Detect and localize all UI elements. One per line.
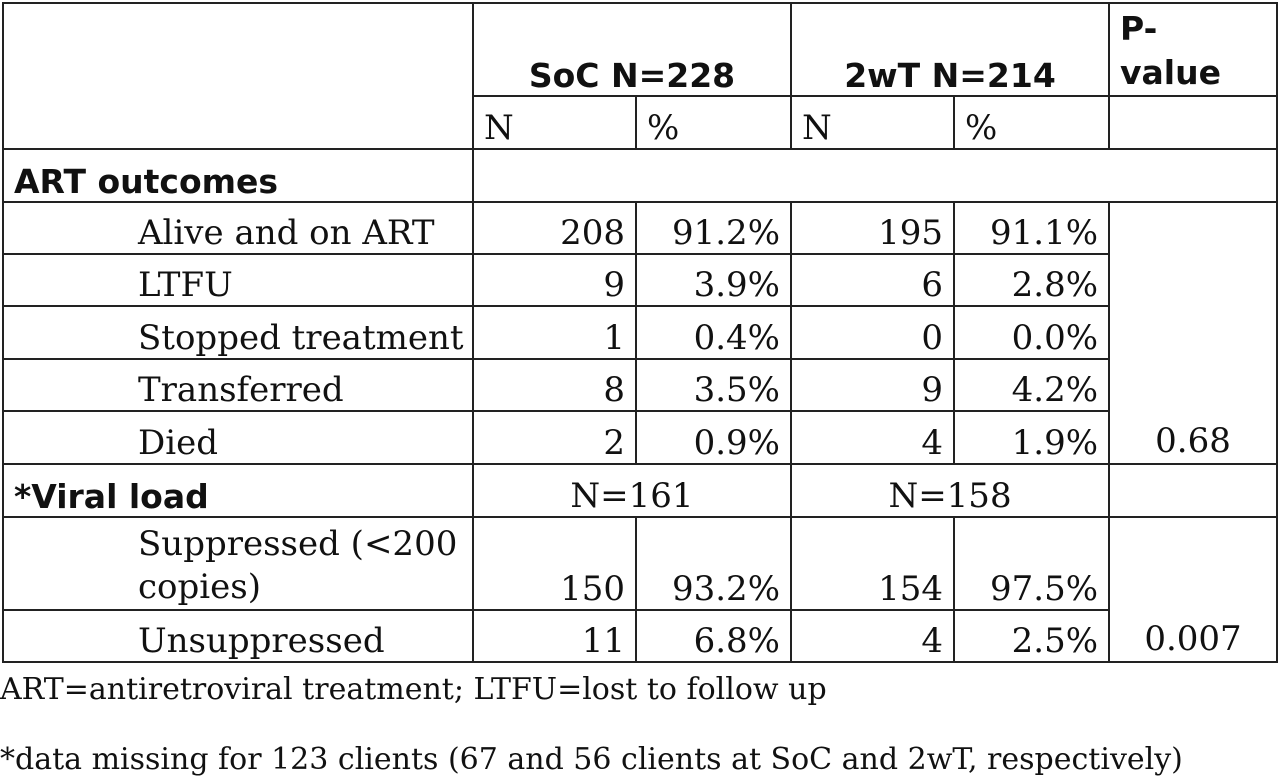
row-label: Transferred (3, 359, 473, 411)
header-p-value (1109, 3, 1277, 96)
section-row-viral-load (3, 464, 1277, 517)
header-2wt-n: N (791, 96, 954, 149)
twt-n-cell: 0 (791, 306, 954, 359)
twt-pct-cell: 97.5% (954, 517, 1109, 610)
section-label: ART outcomes (3, 149, 473, 202)
header-row-groups (3, 3, 1277, 96)
soc-n-cell: 150 (473, 517, 636, 610)
footnote-missing-data: *data missing for 123 clients (67 and 56 clients at SoC and 2wT, respectively) (0, 742, 1183, 777)
header-p-value-line1: P- (1120, 9, 1158, 48)
twt-pct-cell: 91.1% (954, 202, 1109, 254)
row-label: Died (3, 411, 473, 464)
header-empty-cell (3, 3, 473, 149)
section-row-art-outcomes (3, 149, 1277, 202)
header-2wt-pct: % (954, 96, 1109, 149)
header-p-empty (1109, 96, 1277, 149)
twt-n-cell: 154 (791, 517, 954, 610)
soc-pct-cell: 91.2% (636, 202, 791, 254)
soc-pct-cell: 93.2% (636, 517, 791, 610)
table-row (3, 610, 1277, 662)
row-label: Alive and on ART (3, 202, 473, 254)
twt-n-cell: 4 (791, 411, 954, 464)
table-row (3, 359, 1277, 411)
twt-group-n: N=158 (791, 464, 1109, 517)
row-label: LTFU (3, 254, 473, 306)
twt-n-cell: 6 (791, 254, 954, 306)
twt-pct-cell: 2.8% (954, 254, 1109, 306)
soc-n-cell: 1 (473, 306, 636, 359)
table-row (3, 411, 1277, 464)
table-row (3, 202, 1277, 254)
soc-n-cell: 9 (473, 254, 636, 306)
soc-n-cell: 2 (473, 411, 636, 464)
section-label: *Viral load (3, 464, 473, 517)
soc-n-cell: 208 (473, 202, 636, 254)
twt-n-cell: 195 (791, 202, 954, 254)
header-2wt: 2wT N=214 (791, 3, 1109, 96)
row-label: Unsuppressed (3, 610, 473, 662)
p-value-cell: 0.007 (1109, 517, 1277, 662)
twt-pct-cell: 1.9% (954, 411, 1109, 464)
header-soc: SoC N=228 (473, 3, 791, 96)
footnote-abbreviations: ART=antiretroviral treatment; LTFU=lost to follow up (0, 672, 827, 707)
p-empty-cell (1109, 464, 1277, 517)
table-row (3, 254, 1277, 306)
soc-group-n: N=161 (473, 464, 791, 517)
header-p-value-line2: value (1120, 53, 1221, 92)
twt-n-cell: 9 (791, 359, 954, 411)
soc-pct-cell: 0.9% (636, 411, 791, 464)
twt-n-cell: 4 (791, 610, 954, 662)
table-row (3, 306, 1277, 359)
twt-pct-cell: 4.2% (954, 359, 1109, 411)
header-soc-pct: % (636, 96, 791, 149)
soc-n-cell: 8 (473, 359, 636, 411)
soc-pct-cell: 0.4% (636, 306, 791, 359)
twt-pct-cell: 0.0% (954, 306, 1109, 359)
twt-pct-cell: 2.5% (954, 610, 1109, 662)
row-label: Stopped treatment (3, 306, 473, 359)
section-empty-cell (473, 149, 1277, 202)
table-row (3, 517, 1277, 610)
soc-pct-cell: 6.8% (636, 610, 791, 662)
p-value-cell: 0.68 (1109, 202, 1277, 464)
soc-pct-cell: 3.9% (636, 254, 791, 306)
row-label: Suppressed (<200 copies) (3, 517, 473, 610)
header-soc-n: N (473, 96, 636, 149)
soc-n-cell: 11 (473, 610, 636, 662)
outcomes-table (2, 2, 1278, 663)
soc-pct-cell: 3.5% (636, 359, 791, 411)
